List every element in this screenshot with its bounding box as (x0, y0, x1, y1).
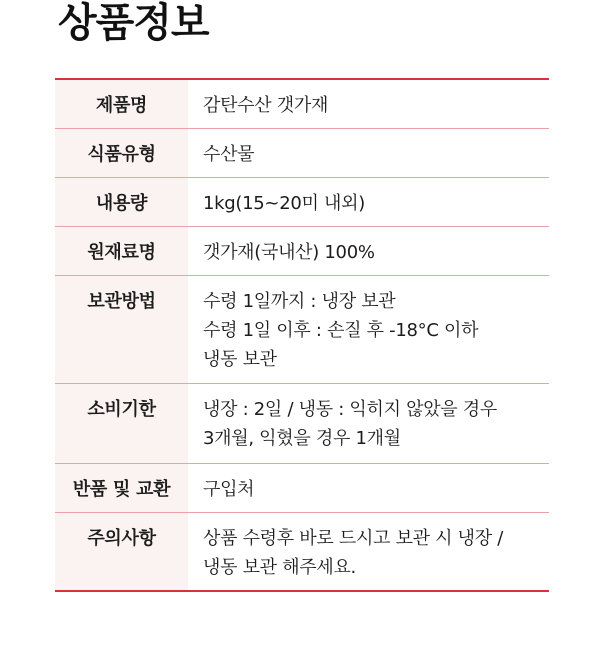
table-row-expiration (55, 384, 549, 464)
value-line: 수령 1일까지 : 냉장 보관 (203, 291, 396, 312)
row-value (188, 80, 549, 128)
value-line: 구입처 (203, 479, 255, 500)
row-value (188, 276, 549, 383)
row-value (188, 464, 549, 512)
page-title: 상품정보 (58, 0, 209, 46)
value-line: 3개월, 익혔을 경우 1개월 (203, 428, 401, 449)
value-line: 수령 1일 이후 : 손질 후 -18°C 이하 (203, 320, 479, 341)
table-row-ingredients (55, 227, 549, 276)
table-row-return-exchange (55, 464, 549, 513)
row-label: 주의사항 (55, 513, 188, 590)
value-line: 냉동 보관 해주세요. (203, 557, 356, 578)
table-row-food-type (55, 129, 549, 178)
table-row-cautions (55, 513, 549, 590)
value-line: 갯가재(국내산) 100% (203, 242, 375, 263)
row-label: 소비기한 (55, 384, 188, 463)
row-value (188, 178, 549, 226)
value-line: 1kg(15~20미 내외) (203, 193, 365, 214)
product-info-table (55, 78, 549, 592)
value-line: 상품 수령후 바로 드시고 보관 시 냉장 / (203, 528, 504, 549)
row-label: 제품명 (55, 80, 188, 128)
value-line: 냉동 보관 (203, 349, 277, 370)
row-value (188, 513, 549, 590)
table-row-net-amount (55, 178, 549, 227)
table-row-product-name (55, 80, 549, 129)
value-line: 냉장 : 2일 / 냉동 : 익히지 않았을 경우 (203, 399, 497, 420)
row-label: 원재료명 (55, 227, 188, 275)
row-label: 식품유형 (55, 129, 188, 177)
row-label: 반품 및 교환 (55, 464, 188, 512)
value-line: 수산물 (203, 144, 255, 165)
row-label: 보관방법 (55, 276, 188, 383)
value-line: 감탄수산 갯가재 (203, 95, 329, 116)
row-label: 내용량 (55, 178, 188, 226)
row-value (188, 129, 549, 177)
table-row-storage (55, 276, 549, 384)
row-value (188, 227, 549, 275)
row-value (188, 384, 549, 463)
